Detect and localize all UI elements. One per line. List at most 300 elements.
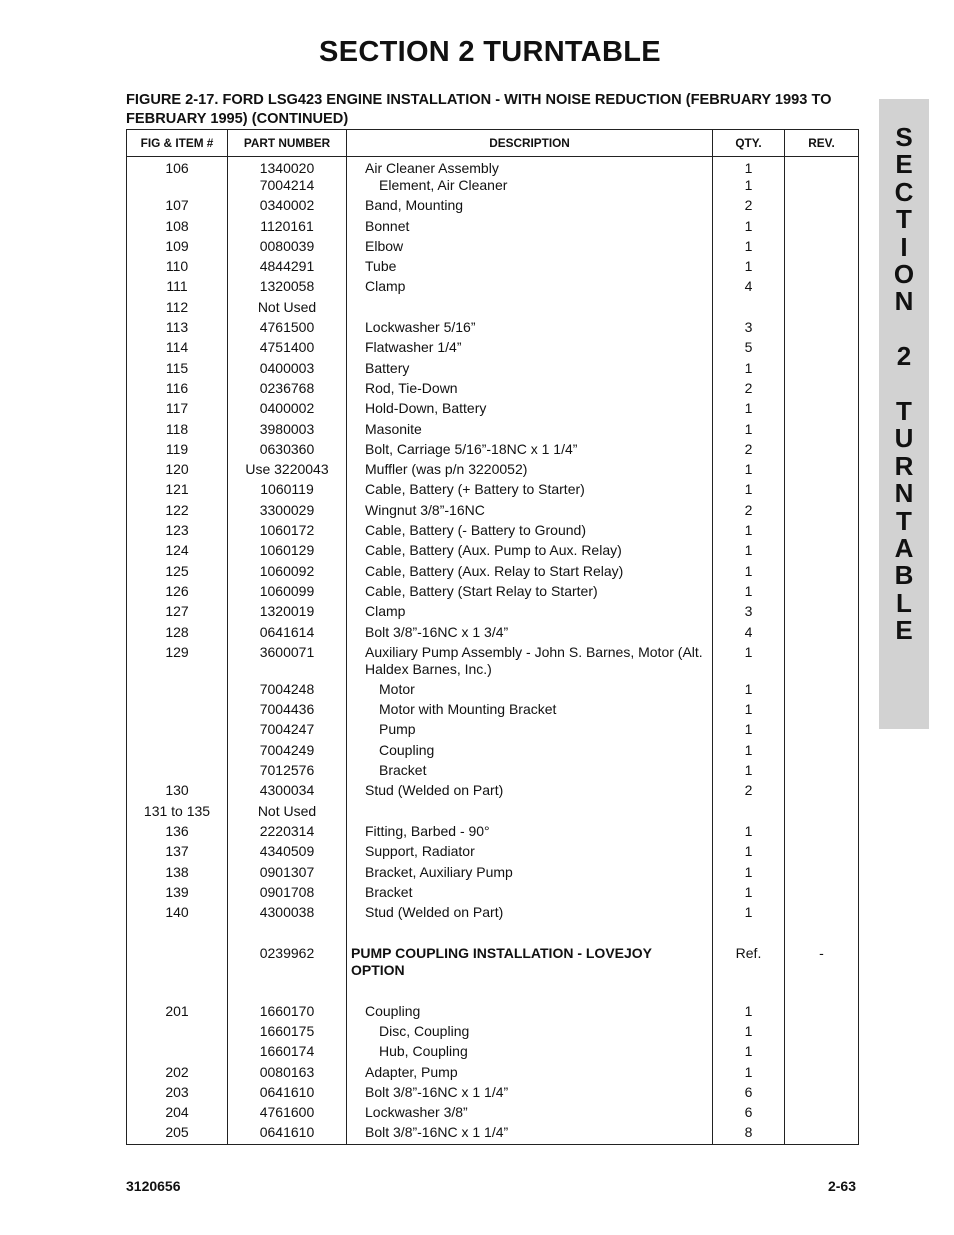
table-row <box>127 1023 859 1043</box>
cell-rev <box>785 197 859 217</box>
cell-description: Masonite <box>347 421 713 441</box>
cell-qty: 1 <box>713 823 785 843</box>
cell-qty: 1 <box>713 238 785 258</box>
cell-part-number: 7004248 <box>228 681 347 701</box>
cell-description: Element, Air Cleaner <box>347 177 713 197</box>
sidebar-letter: E <box>895 149 913 180</box>
cell-description: Battery <box>347 360 713 380</box>
cell-part-number: 4761600 <box>228 1104 347 1124</box>
table-row <box>127 441 859 461</box>
table-row <box>127 339 859 359</box>
cell-rev: - <box>785 945 859 1003</box>
cell-fig-item <box>127 1023 228 1043</box>
cell-qty: 1 <box>713 421 785 441</box>
table-row <box>127 1043 859 1063</box>
cell-rev <box>785 542 859 562</box>
cell-qty: 2 <box>713 380 785 400</box>
cell-description: Pump <box>347 721 713 741</box>
cell-qty: 5 <box>713 339 785 359</box>
cell-qty: 1 <box>713 461 785 481</box>
cell-part-number: 0400002 <box>228 400 347 420</box>
cell-fig-item: 201 <box>127 1003 228 1023</box>
cell-part-number: 0340002 <box>228 197 347 217</box>
cell-description: Bracket, Auxiliary Pump <box>347 864 713 884</box>
cell-rev <box>785 278 859 298</box>
cell-description: Stud (Welded on Part) <box>347 782 713 802</box>
cell-description: Elbow <box>347 238 713 258</box>
cell-fig-item <box>127 924 228 944</box>
cell-part-number: 1060119 <box>228 481 347 501</box>
cell-qty: 1 <box>713 522 785 542</box>
cell-part-number: 0080163 <box>228 1064 347 1084</box>
sidebar-letter: E <box>895 615 913 646</box>
cell-fig-item: 138 <box>127 864 228 884</box>
cell-fig-item: 118 <box>127 421 228 441</box>
parts-table <box>126 129 859 1145</box>
cell-qty: 6 <box>713 1104 785 1124</box>
cell-qty: 1 <box>713 583 785 603</box>
cell-qty: 1 <box>713 904 785 924</box>
cell-rev <box>785 884 859 904</box>
cell-fig-item: 128 <box>127 624 228 644</box>
cell-fig-item: 107 <box>127 197 228 217</box>
cell-part-number: 0236768 <box>228 380 347 400</box>
cell-rev <box>785 823 859 843</box>
table-row <box>127 502 859 522</box>
cell-description: Lockwasher 5/16” <box>347 319 713 339</box>
cell-qty: 1 <box>713 742 785 762</box>
cell-description: Coupling <box>347 742 713 762</box>
table-row <box>127 681 859 701</box>
cell-part-number: 7004249 <box>228 742 347 762</box>
cell-part-number: 4761500 <box>228 319 347 339</box>
cell-qty: 1 <box>713 400 785 420</box>
cell-description: PUMP COUPLING INSTALLATION - LOVEJOY OPTION <box>347 945 713 1003</box>
cell-description: Bracket <box>347 762 713 782</box>
cell-rev <box>785 843 859 863</box>
cell-fig-item: 127 <box>127 603 228 623</box>
cell-rev <box>785 583 859 603</box>
cell-qty: 2 <box>713 197 785 217</box>
cell-rev <box>785 502 859 522</box>
cell-rev <box>785 461 859 481</box>
cell-part-number: 3300029 <box>228 502 347 522</box>
cell-description: Cable, Battery (Start Relay to Starter) <box>347 583 713 603</box>
cell-rev <box>785 1043 859 1063</box>
cell-description: Cable, Battery (- Battery to Ground) <box>347 522 713 542</box>
cell-fig-item: 136 <box>127 823 228 843</box>
cell-rev <box>785 1023 859 1043</box>
cell-rev <box>785 421 859 441</box>
cell-qty: 1 <box>713 360 785 380</box>
cell-rev <box>785 721 859 741</box>
cell-qty: 2 <box>713 782 785 802</box>
cell-rev <box>785 218 859 238</box>
cell-qty <box>713 924 785 944</box>
cell-rev <box>785 563 859 583</box>
cell-qty: 1 <box>713 762 785 782</box>
cell-rev <box>785 1104 859 1124</box>
cell-qty: 8 <box>713 1124 785 1144</box>
table-row <box>127 762 859 782</box>
table-row <box>127 258 859 278</box>
cell-rev <box>785 380 859 400</box>
cell-qty <box>713 299 785 319</box>
cell-fig-item: 120 <box>127 461 228 481</box>
cell-rev <box>785 864 859 884</box>
sidebar-letter: R <box>894 450 914 481</box>
cell-part-number: 1120161 <box>228 218 347 238</box>
cell-qty: 2 <box>713 502 785 522</box>
cell-rev <box>785 481 859 501</box>
cell-description: Motor with Mounting Bracket <box>347 701 713 721</box>
sidebar-letter: N <box>894 286 914 317</box>
table-row <box>127 238 859 258</box>
cell-part-number: 4751400 <box>228 339 347 359</box>
cell-qty: 1 <box>713 1003 785 1023</box>
cell-fig-item: 109 <box>127 238 228 258</box>
cell-qty: 1 <box>713 1064 785 1084</box>
cell-fig-item: 130 <box>127 782 228 802</box>
cell-description: Cable, Battery (Aux. Relay to Start Relay) <box>347 563 713 583</box>
cell-qty: 2 <box>713 441 785 461</box>
cell-fig-item: 123 <box>127 522 228 542</box>
sidebar-letter: 2 <box>896 341 912 372</box>
cell-fig-item: 112 <box>127 299 228 319</box>
cell-rev <box>785 177 859 197</box>
cell-rev <box>785 701 859 721</box>
parts-table-body <box>127 157 859 1145</box>
cell-fig-item: 106 <box>127 157 228 178</box>
cell-qty: 1 <box>713 1043 785 1063</box>
cell-part-number: 0641610 <box>228 1124 347 1144</box>
table-row <box>127 904 859 924</box>
cell-fig-item: 121 <box>127 481 228 501</box>
cell-rev <box>785 441 859 461</box>
cell-part-number: 0641614 <box>228 624 347 644</box>
cell-fig-item: 203 <box>127 1084 228 1104</box>
cell-fig-item: 113 <box>127 319 228 339</box>
cell-part-number: 0641610 <box>228 1084 347 1104</box>
table-row <box>127 278 859 298</box>
cell-qty: 1 <box>713 701 785 721</box>
cell-part-number: 3600071 <box>228 644 347 681</box>
cell-rev <box>785 238 859 258</box>
table-row <box>127 177 859 197</box>
sidebar-letter: A <box>894 533 914 563</box>
table-row <box>127 603 859 623</box>
cell-part-number: 1660170 <box>228 1003 347 1023</box>
cell-fig-item: 205 <box>127 1124 228 1144</box>
cell-description: Clamp <box>347 603 713 623</box>
cell-description: Air Cleaner Assembly <box>347 157 713 178</box>
cell-fig-item: 131 to 135 <box>127 803 228 823</box>
table-row <box>127 823 859 843</box>
cell-qty: 1 <box>713 644 785 681</box>
table-row <box>127 945 859 1003</box>
table-row <box>127 884 859 904</box>
table-row <box>127 157 859 178</box>
table-row <box>127 197 859 217</box>
cell-part-number: 7012576 <box>228 762 347 782</box>
cell-qty: 1 <box>713 218 785 238</box>
cell-fig-item: 125 <box>127 563 228 583</box>
cell-part-number: 1660174 <box>228 1043 347 1063</box>
cell-description: Flatwasher 1/4” <box>347 339 713 359</box>
table-row <box>127 624 859 644</box>
cell-rev <box>785 924 859 944</box>
cell-rev <box>785 644 859 681</box>
cell-fig-item <box>127 721 228 741</box>
table-row <box>127 924 859 944</box>
cell-description <box>347 924 713 944</box>
cell-part-number: 4844291 <box>228 258 347 278</box>
cell-qty: 1 <box>713 563 785 583</box>
cell-description: Hold-Down, Battery <box>347 400 713 420</box>
sidebar-letter: T <box>896 505 912 536</box>
table-row <box>127 864 859 884</box>
cell-qty: 1 <box>713 481 785 501</box>
cell-rev <box>785 360 859 380</box>
cell-part-number: 0901708 <box>228 884 347 904</box>
cell-fig-item: 202 <box>127 1064 228 1084</box>
cell-qty: 4 <box>713 278 785 298</box>
section-tab-sidebar <box>879 99 929 729</box>
table-row <box>127 1124 859 1144</box>
cell-part-number: 0080039 <box>228 238 347 258</box>
cell-rev <box>785 319 859 339</box>
cell-description: Motor <box>347 681 713 701</box>
cell-qty: 3 <box>713 603 785 623</box>
table-row <box>127 421 859 441</box>
table-row <box>127 218 859 238</box>
cell-description: Wingnut 3/8”-16NC <box>347 502 713 522</box>
cell-part-number: 1060092 <box>228 563 347 583</box>
header-fig-item: FIG & ITEM # <box>127 130 228 157</box>
cell-part-number: 1060172 <box>228 522 347 542</box>
cell-description: Cable, Battery (Aux. Pump to Aux. Relay) <box>347 542 713 562</box>
cell-part-number: 3980003 <box>228 421 347 441</box>
cell-description: Bonnet <box>347 218 713 238</box>
cell-part-number: Not Used <box>228 299 347 319</box>
cell-description: Tube <box>347 258 713 278</box>
cell-description: Support, Radiator <box>347 843 713 863</box>
cell-qty: 4 <box>713 624 785 644</box>
cell-description: Bolt 3/8”-16NC x 1 1/4” <box>347 1084 713 1104</box>
table-row <box>127 481 859 501</box>
cell-description: Stud (Welded on Part) <box>347 904 713 924</box>
cell-rev <box>785 1124 859 1144</box>
cell-part-number: 4300038 <box>228 904 347 924</box>
cell-qty <box>713 803 785 823</box>
sidebar-letter: T <box>896 396 912 426</box>
cell-qty: 6 <box>713 1084 785 1104</box>
cell-description: Bolt 3/8”-16NC x 1 1/4” <box>347 1124 713 1144</box>
cell-fig-item: 108 <box>127 218 228 238</box>
page-number: 2-63 <box>827 1178 856 1194</box>
sidebar-letter: U <box>894 423 914 454</box>
cell-description: Band, Mounting <box>347 197 713 217</box>
cell-description: Bolt 3/8”-16NC x 1 3/4” <box>347 624 713 644</box>
sidebar-letter: N <box>894 478 914 509</box>
cell-rev <box>785 762 859 782</box>
cell-part-number: 1060129 <box>228 542 347 562</box>
table-row <box>127 1084 859 1104</box>
cell-qty: 1 <box>713 864 785 884</box>
cell-rev <box>785 1084 859 1104</box>
sidebar-letter: O <box>893 259 915 289</box>
sidebar-letter: T <box>896 204 912 235</box>
cell-fig-item: 122 <box>127 502 228 522</box>
cell-fig-item <box>127 177 228 197</box>
cell-fig-item: 204 <box>127 1104 228 1124</box>
cell-qty: 1 <box>713 884 785 904</box>
cell-part-number: 1060099 <box>228 583 347 603</box>
cell-fig-item: 119 <box>127 441 228 461</box>
cell-qty: 1 <box>713 258 785 278</box>
cell-fig-item <box>127 681 228 701</box>
cell-part-number: 1320019 <box>228 603 347 623</box>
cell-fig-item: 139 <box>127 884 228 904</box>
cell-description: Coupling <box>347 1003 713 1023</box>
cell-description: Clamp <box>347 278 713 298</box>
sidebar-letter: C <box>894 176 914 207</box>
table-row <box>127 319 859 339</box>
cell-fig-item: 140 <box>127 904 228 924</box>
cell-qty: 1 <box>713 542 785 562</box>
sidebar-letter: B <box>894 560 914 591</box>
cell-description: Fitting, Barbed - 90° <box>347 823 713 843</box>
cell-qty: 1 <box>713 1023 785 1043</box>
cell-fig-item <box>127 742 228 762</box>
table-row <box>127 701 859 721</box>
cell-fig-item: 111 <box>127 278 228 298</box>
cell-part-number: Not Used <box>228 803 347 823</box>
cell-part-number: 1340020 <box>228 157 347 178</box>
table-row <box>127 1064 859 1084</box>
cell-fig-item <box>127 701 228 721</box>
cell-fig-item: 116 <box>127 380 228 400</box>
header-rev: REV. <box>785 130 859 157</box>
cell-rev <box>785 522 859 542</box>
cell-rev <box>785 681 859 701</box>
cell-fig-item: 137 <box>127 843 228 863</box>
cell-part-number: 2220314 <box>228 823 347 843</box>
table-row <box>127 461 859 481</box>
cell-description <box>347 299 713 319</box>
cell-part-number: 1660175 <box>228 1023 347 1043</box>
cell-description: Bolt, Carriage 5/16”-18NC x 1 1/4” <box>347 441 713 461</box>
cell-qty: 1 <box>713 843 785 863</box>
table-row <box>127 380 859 400</box>
cell-part-number: 7004436 <box>228 701 347 721</box>
table-row <box>127 400 859 420</box>
cell-rev <box>785 624 859 644</box>
cell-part-number: 4340509 <box>228 843 347 863</box>
cell-description: Muffler (was p/n 3220052) <box>347 461 713 481</box>
cell-description: Hub, Coupling <box>347 1043 713 1063</box>
cell-fig-item: 129 <box>127 644 228 681</box>
cell-fig-item: 117 <box>127 400 228 420</box>
cell-rev <box>785 803 859 823</box>
cell-part-number: Use 3220043 <box>228 461 347 481</box>
cell-part-number: 0901307 <box>228 864 347 884</box>
cell-rev <box>785 1064 859 1084</box>
cell-qty: 1 <box>713 681 785 701</box>
cell-description: Lockwasher 3/8” <box>347 1104 713 1124</box>
cell-description: Disc, Coupling <box>347 1023 713 1043</box>
cell-qty: 3 <box>713 319 785 339</box>
header-qty: QTY. <box>713 130 785 157</box>
table-header-row <box>127 130 859 157</box>
sidebar-letter: I <box>900 231 908 262</box>
cell-part-number: 0630360 <box>228 441 347 461</box>
cell-fig-item <box>127 945 228 1003</box>
cell-rev <box>785 258 859 278</box>
table-row <box>127 1003 859 1023</box>
table-row <box>127 522 859 542</box>
table-row <box>127 644 859 681</box>
sidebar-letter: L <box>896 587 912 618</box>
cell-fig-item: 115 <box>127 360 228 380</box>
cell-fig-item: 110 <box>127 258 228 278</box>
cell-description: Bracket <box>347 884 713 904</box>
table-row <box>127 299 859 319</box>
cell-rev <box>785 742 859 762</box>
cell-qty: 1 <box>713 157 785 178</box>
table-row <box>127 843 859 863</box>
table-row <box>127 782 859 802</box>
cell-part-number: 7004247 <box>228 721 347 741</box>
cell-rev <box>785 782 859 802</box>
cell-part-number: 4300034 <box>228 782 347 802</box>
cell-rev <box>785 339 859 359</box>
table-row <box>127 803 859 823</box>
header-description: DESCRIPTION <box>347 130 713 157</box>
section-title: SECTION 2 TURNTABLE <box>319 36 661 68</box>
cell-description: Rod, Tie-Down <box>347 380 713 400</box>
cell-fig-item <box>127 1043 228 1063</box>
cell-fig-item: 124 <box>127 542 228 562</box>
doc-number: 3120656 <box>126 1178 181 1194</box>
header-part-number: PART NUMBER <box>228 130 347 157</box>
cell-qty: 1 <box>713 177 785 197</box>
table-row <box>127 742 859 762</box>
cell-qty: 1 <box>713 721 785 741</box>
cell-part-number: 7004214 <box>228 177 347 197</box>
sidebar-letter: S <box>895 122 913 152</box>
cell-fig-item <box>127 762 228 782</box>
cell-description <box>347 803 713 823</box>
cell-rev <box>785 904 859 924</box>
cell-qty: Ref. <box>713 945 785 1003</box>
table-row <box>127 542 859 562</box>
cell-part-number: 0400003 <box>228 360 347 380</box>
figure-title: FIGURE 2-17. FORD LSG423 ENGINE INSTALLATION - WITH NOISE REDUCTION (FEBRUARY 1993 TO FEBRUARY 1995) (CONTINUED) <box>126 92 832 127</box>
cell-fig-item: 114 <box>127 339 228 359</box>
cell-fig-item: 126 <box>127 583 228 603</box>
cell-part-number: 0239962 <box>228 945 347 1003</box>
cell-part-number <box>228 924 347 944</box>
cell-description: Auxiliary Pump Assembly - John S. Barnes, Motor (Alt. Haldex Barnes, Inc.) <box>347 644 713 681</box>
cell-rev <box>785 299 859 319</box>
table-row <box>127 721 859 741</box>
cell-rev <box>785 400 859 420</box>
cell-description: Adapter, Pump <box>347 1064 713 1084</box>
table-row <box>127 360 859 380</box>
cell-description: Cable, Battery (+ Battery to Starter) <box>347 481 713 501</box>
cell-rev <box>785 603 859 623</box>
